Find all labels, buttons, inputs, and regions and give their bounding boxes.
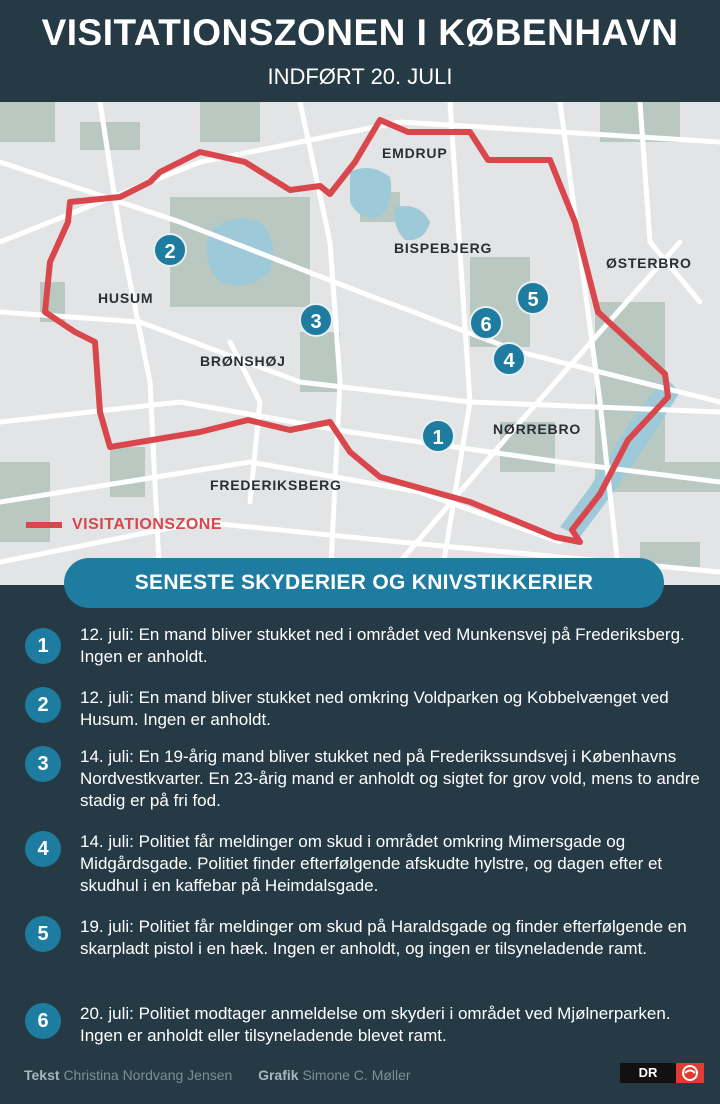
map-marker-3: 3 — [299, 303, 333, 337]
map-marker-1: 1 — [421, 419, 455, 453]
area-label-bispebjerg: BISPEBJERG — [394, 240, 493, 256]
credit-graphic-author: Simone C. Møller — [302, 1067, 411, 1083]
legend-zone-line — [26, 522, 62, 528]
incident-text: 14. juli: En 19-årig mand bliver stukket ned på Frederikssundsvej i Københavns Nordvestkvarter. En 23-årig mand er anholdt og sigtet for grov vold, mens to andre stadig er på fri fod. — [80, 747, 700, 810]
header — [0, 0, 720, 102]
credit-graphic-label: Grafik — [258, 1067, 299, 1083]
area-label-frederiksberg: FREDERIKSBERG — [210, 477, 342, 493]
map-legend — [26, 516, 222, 534]
area-label-norrebro: NØRREBRO — [493, 421, 582, 437]
map-marker-5: 5 — [516, 281, 550, 315]
dr-logo — [620, 1063, 704, 1083]
incident-text: 20. juli: Politiet modtager anmeldelse om skyderi i området ved Mjølnerparken. Ingen er anholdt eller tilsyneladende blevet ramt. — [80, 1004, 671, 1045]
incident-text: 19. juli: Politiet får meldinger om skud på Haraldsgade og finder efterfølgende en skarpladt pistol i en hæk. Ingen er anholdt, og ingen er tilsyneladende ramt. — [80, 917, 687, 958]
credit-text-label: Tekst — [24, 1067, 60, 1083]
dr-logo-text: DR — [620, 1063, 676, 1083]
legend-label: VISITATIONSZONE — [72, 516, 223, 533]
dr-logo-icon — [676, 1063, 704, 1083]
incident-number-badge: 3 — [25, 746, 61, 782]
section-title: SENESTE SKYDERIER OG KNIVSTIKKERIER — [64, 558, 664, 608]
area-label-bronshoj: BRØNSHØJ — [200, 353, 286, 369]
area-label-emdrup: EMDRUP — [382, 145, 448, 161]
credit-text-author: Christina Nordvang Jensen — [63, 1067, 233, 1083]
page-title: VISITATIONSZONEN I KØBENHAVN — [41, 12, 679, 53]
incident-text: 12. juli: En mand bliver stukket ned i området ved Munkensvej på Frederiksberg. Ingen er anholdt. — [80, 625, 685, 666]
incident-text: 14. juli: Politiet får meldinger om skud i området omkring Mimersgade og Midgårdsgade. Politiet finder efterfølgende afskudte hylstre, og dagen efter et skudhul i en kaffebar på Heimdalsgade. — [80, 832, 663, 895]
incident-number-badge: 2 — [25, 687, 61, 723]
incident-number-badge: 1 — [25, 628, 61, 664]
map-marker-4: 4 — [492, 342, 526, 376]
map-marker-6: 6 — [469, 306, 503, 340]
map-base — [0, 102, 720, 585]
area-label-husum: HUSUM — [98, 290, 154, 306]
map — [0, 102, 720, 585]
map-marker-2: 2 — [153, 233, 187, 267]
incident-number-badge: 4 — [25, 831, 61, 867]
area-label-osterbro: ØSTERBRO — [606, 255, 692, 271]
credits — [24, 1067, 411, 1083]
page-subtitle: INDFØRT 20. JULI — [267, 64, 453, 89]
incident-text: 12. juli: En mand bliver stukket ned omkring Voldparken og Kobbelvænget ved Husum. Ingen er anholdt. — [80, 688, 669, 729]
incident-number-badge: 5 — [25, 916, 61, 952]
incident-number-badge: 6 — [25, 1003, 61, 1039]
